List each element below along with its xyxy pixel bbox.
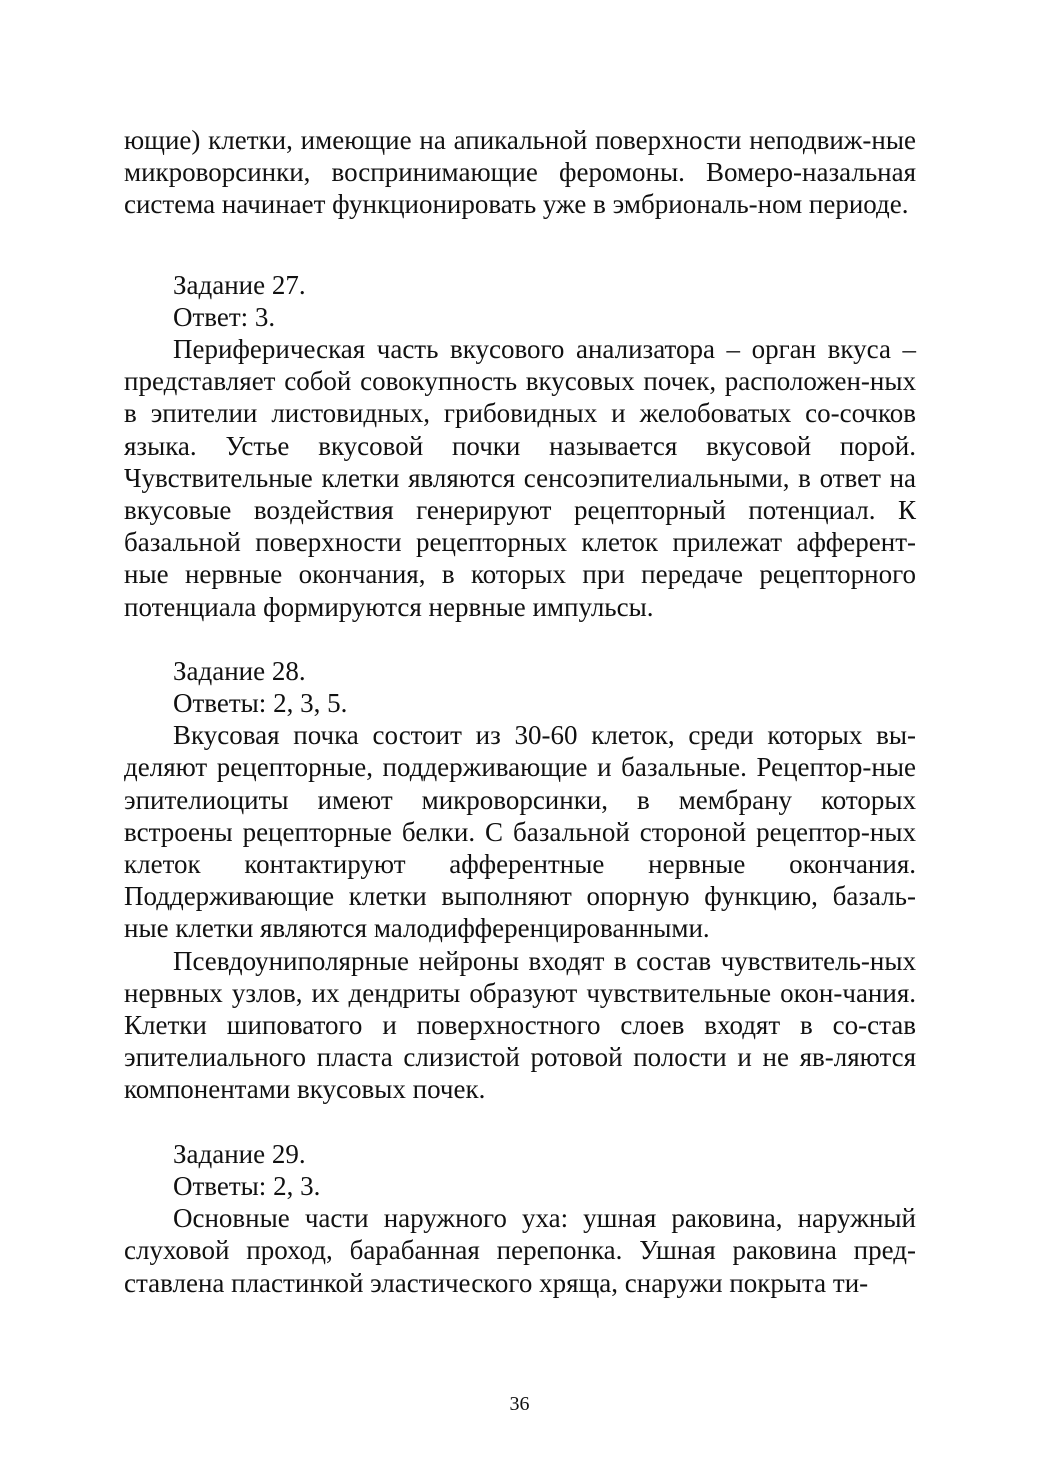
task-29	[124, 1138, 916, 1299]
task-explanation: Вкусовая почка состоит из 30-60 клеток, среди которых вы-деляют рецепторные, поддерживающие и базальные. Рецептор-ные эпителиоциты имеют микроворсинки, в мембрану которых встроены рецепторные белки. С базальной стороной рецептор-ных клеток контактируют афферентные нервные окончания. Поддерживающие клетки выполняют опорную функцию, базаль-ные клетки являются малодифференцированными.	[124, 720, 916, 944]
spacer	[124, 221, 916, 269]
task-answer: Ответ: 3.	[173, 301, 276, 332]
task-heading: Задание 28.	[173, 655, 306, 686]
task-heading: Задание 29.	[173, 1138, 306, 1169]
task-answer: Ответы: 2, 3.	[173, 1170, 321, 1201]
task-heading: Задание 27.	[173, 269, 306, 300]
task-explanation: Основные части наружного уха: ушная раковина, наружный слуховой проход, барабанная перепонка. Ушная раковина пред-ставлена пластинкой эластического хряща, снаружи покрыта ти-	[124, 1203, 916, 1298]
page-body	[124, 124, 916, 1299]
task-explanation: Псевдоуниполярные нейроны входят в состав чувствитель-ных нервных узлов, их дендриты образуют чувствительные окон-чания. Клетки шиповатого и поверхностного слоев входят в со-став эпителиального пласта слизистой ротовой полости и не яв-ляются компонентами вкусовых почек.	[124, 945, 916, 1105]
paragraph-continuation: ющие) клетки, имеющие на апикальной поверхности неподвиж-ные микроворсинки, воспринимающие феромоны. Вомеро-назальная система начинает функционировать уже в эмбриональ-ном периоде.	[124, 125, 916, 220]
page-number: 36	[509, 1393, 530, 1415]
spacer	[124, 623, 916, 655]
spacer	[124, 1106, 916, 1138]
task-28	[124, 655, 916, 1106]
task-answer: Ответы: 2, 3, 5.	[173, 688, 348, 719]
task-explanation: Периферическая часть вкусового анализатора – орган вкуса – представляет собой совокупность вкусовых почек, расположен-ных в эпителии листовидных, грибовидных и желобоватых со-сочков языка. Устье вкусовой почки называется вкусовой порой. Чувствительные клетки являются сенсоэпителиальными, в ответ на вкусовые воздействия генерируют рецепторный потенциал. К базальной поверхности рецепторных клеток прилежат афферент-ные нервные окончания, в которых при передаче рецепторного потенциала формируются нервные импульсы.	[124, 334, 916, 622]
task-27	[124, 269, 916, 623]
